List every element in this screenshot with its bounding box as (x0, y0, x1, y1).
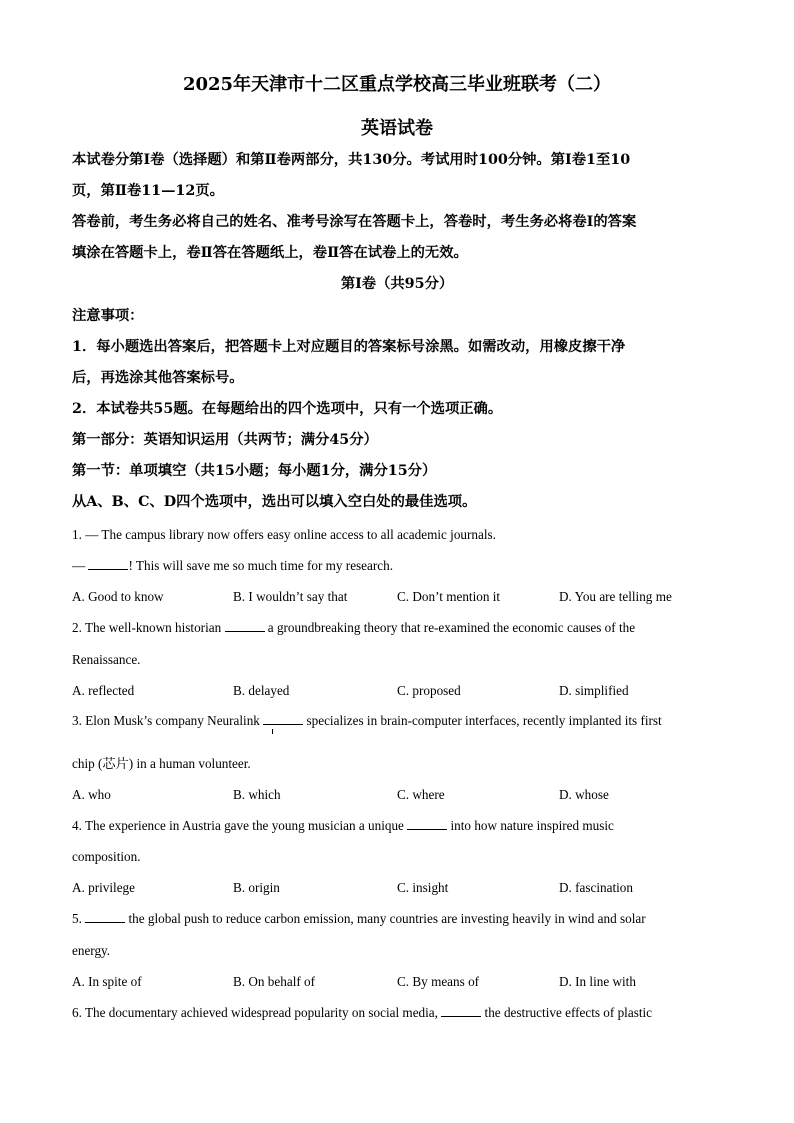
q4-blank (407, 817, 447, 830)
exam-title: 2025年天津市十二区重点学校高三毕业班联考（二） (182, 74, 612, 95)
q1-option-c: C. Don’t mention it (397, 589, 501, 604)
q2-option-b: B. delayed (233, 683, 290, 698)
q1-option-a: A. Good to know (72, 589, 164, 604)
q5-stem-post: the global push to reduce carbon emission, many countries are investing heavily in wind and solar (125, 911, 646, 926)
q4-option-a: A. privilege (72, 880, 135, 895)
q5-stem-cont: energy. (72, 943, 111, 958)
q4-option-d: D. fascination (559, 880, 633, 895)
q3-stem-pre: 3. Elon Musk’s company Neuralink (72, 713, 264, 728)
q2-stem-post: a groundbreaking theory that re-examined the economic causes of the (264, 620, 636, 635)
q1-response (72, 557, 393, 575)
q4-option-b: B. origin (233, 880, 280, 895)
q3-option-b: B. which (233, 787, 281, 802)
q2-option-a: A. reflected (72, 683, 135, 698)
q2-stem-pre: 2. The well-known historian (72, 620, 225, 635)
q1-response-post: ! This will save me so much time for my research. (128, 558, 394, 573)
q6-stem-pre: 6. The documentary achieved widespread popularity on social media, (72, 1005, 442, 1020)
q3-stem-cont: chip (芯片) in a human volunteer. (72, 756, 251, 771)
part1-sub-heading: 第一节：单项填空（共15小题；每小题1分，满分15分） (72, 463, 437, 479)
intro-line-1: 本试卷分第Ⅰ卷（选择题）和第Ⅱ卷两部分，共130分。考试用时100分钟。第Ⅰ卷1至10 (72, 152, 631, 168)
q4-stem-cont: composition. (72, 849, 141, 864)
section-title: 第Ⅰ卷（共95分） (340, 276, 454, 292)
exam-subtitle: 英语试卷 (361, 118, 433, 139)
q5-option-c: C. By means of (397, 974, 480, 989)
q1-stem: 1. — The campus library now offers easy online access to all academic journals. (72, 527, 496, 542)
q4-stem-pre: 4. The experience in Austria gave the young musician a unique (72, 818, 408, 833)
q5-option-b: B. On behalf of (233, 974, 316, 989)
q1-response-pre: — (72, 558, 89, 573)
part1-instruction: 从A、B、C、D四个选项中，选出可以填入空白处的最佳选项。 (72, 494, 477, 510)
q2-stem (72, 619, 635, 637)
q6-stem-post: the destructive effects of plastic (481, 1005, 653, 1020)
q4-option-c: C. insight (397, 880, 449, 895)
q5-option-a: A. In spite of (72, 974, 142, 989)
q3-stem (72, 712, 662, 730)
q5-stem-pre: 5. (72, 911, 86, 926)
q6-stem (72, 1004, 652, 1022)
q5-option-d: D. In line with (559, 974, 636, 989)
q2-blank (225, 619, 265, 632)
q3-option-a: A. who (72, 787, 111, 802)
q2-stem-cont: Renaissance. (72, 652, 141, 667)
q1-option-b: B. I wouldn’t say that (233, 589, 348, 604)
q4-stem-post: into how nature inspired music (447, 818, 614, 833)
q3-blank (263, 712, 303, 725)
q6-blank (441, 1004, 481, 1017)
q3-option-d: D. whose (559, 787, 609, 802)
note-item-1-line-2: 后，再选涂其他答案标号。 (72, 370, 244, 386)
note-item-2: 2．本试卷共55题。在每题给出的四个选项中，只有一个选项正确。 (72, 401, 503, 417)
q3-stem-post: specializes in brain-computer interfaces, recently implanted its first (303, 713, 662, 728)
part1-heading: 第一部分：英语知识运用（共两节；满分45分） (72, 432, 378, 448)
note-item-1-line-1: 1．每小题选出答案后，把答题卡上对应题目的答案标号涂黑。如需改动，用橡皮擦干净 (72, 339, 626, 355)
q2-option-c: C. proposed (397, 683, 461, 698)
intro-line-3: 答卷前，考生务必将自己的姓名、准考号涂写在答题卡上，答卷时，考生务必将卷Ⅰ的答案 (72, 214, 637, 230)
comma-mark (272, 729, 273, 734)
intro-line-2: 页，第Ⅱ卷11—12页。 (72, 183, 224, 199)
q1-blank (88, 557, 128, 570)
notes-heading: 注意事项： (72, 308, 144, 324)
q3-option-c: C. where (397, 787, 445, 802)
q5-stem (72, 910, 646, 928)
q5-blank (85, 910, 125, 923)
intro-line-4: 填涂在答题卡上，卷Ⅱ答在答题纸上，卷Ⅱ答在试卷上的无效。 (72, 245, 468, 261)
q4-stem (72, 817, 614, 835)
q2-option-d: D. simplified (559, 683, 629, 698)
q1-option-d: D. You are telling me (559, 589, 672, 604)
